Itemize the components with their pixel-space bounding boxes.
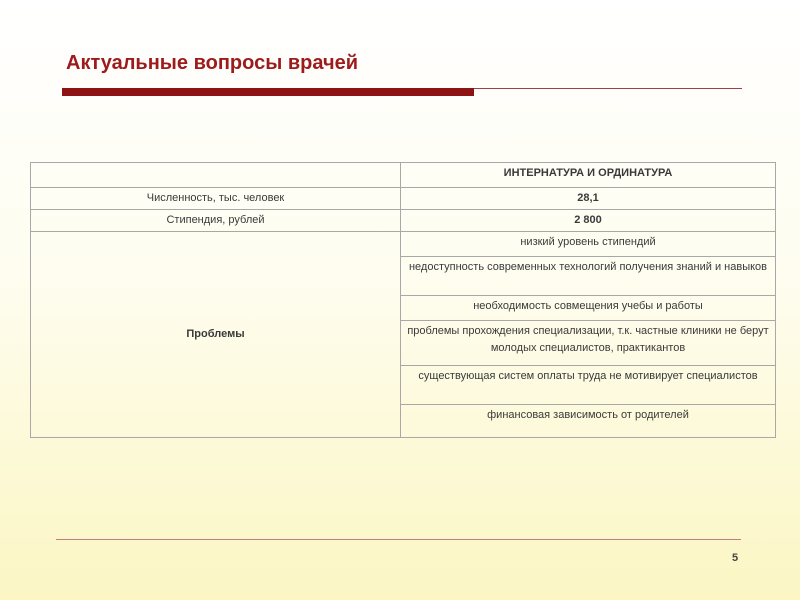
row-label: Стипендия, рублей: [31, 210, 401, 232]
data-table: [30, 162, 776, 438]
table-header-cell: ИНТЕРНАТУРА И ОРДИНАТУРА: [401, 163, 776, 188]
problem-item: низкий уровень стипендий: [401, 232, 776, 257]
title-underline-line: [474, 88, 742, 89]
row-label: Численность, тыс. человек: [31, 188, 401, 210]
table-header-row: [31, 163, 776, 188]
problem-item: существующая систем оплаты труда не мотивирует специалистов: [401, 366, 776, 405]
problem-item: финансовая зависимость от родителей: [401, 405, 776, 438]
footer-divider: [56, 539, 741, 540]
problem-row: [31, 232, 776, 257]
problem-item: проблемы прохождения специализации, т.к. частные клиники не берут молодых специалистов, практикантов: [401, 321, 776, 366]
table-row: [31, 210, 776, 232]
slide-title: Актуальные вопросы врачей: [66, 52, 358, 74]
table-header-empty-cell: [31, 163, 401, 188]
problem-item: недоступность современных технологий получения знаний и навыков: [401, 257, 776, 296]
problem-item: необходимость совмещения учебы и работы: [401, 296, 776, 321]
title-underline-bar: [62, 88, 474, 96]
row-value: 2 800: [401, 210, 776, 232]
page-number: 5: [732, 552, 739, 564]
problems-label: Проблемы: [31, 232, 401, 438]
table-row: [31, 188, 776, 210]
row-value: 28,1: [401, 188, 776, 210]
